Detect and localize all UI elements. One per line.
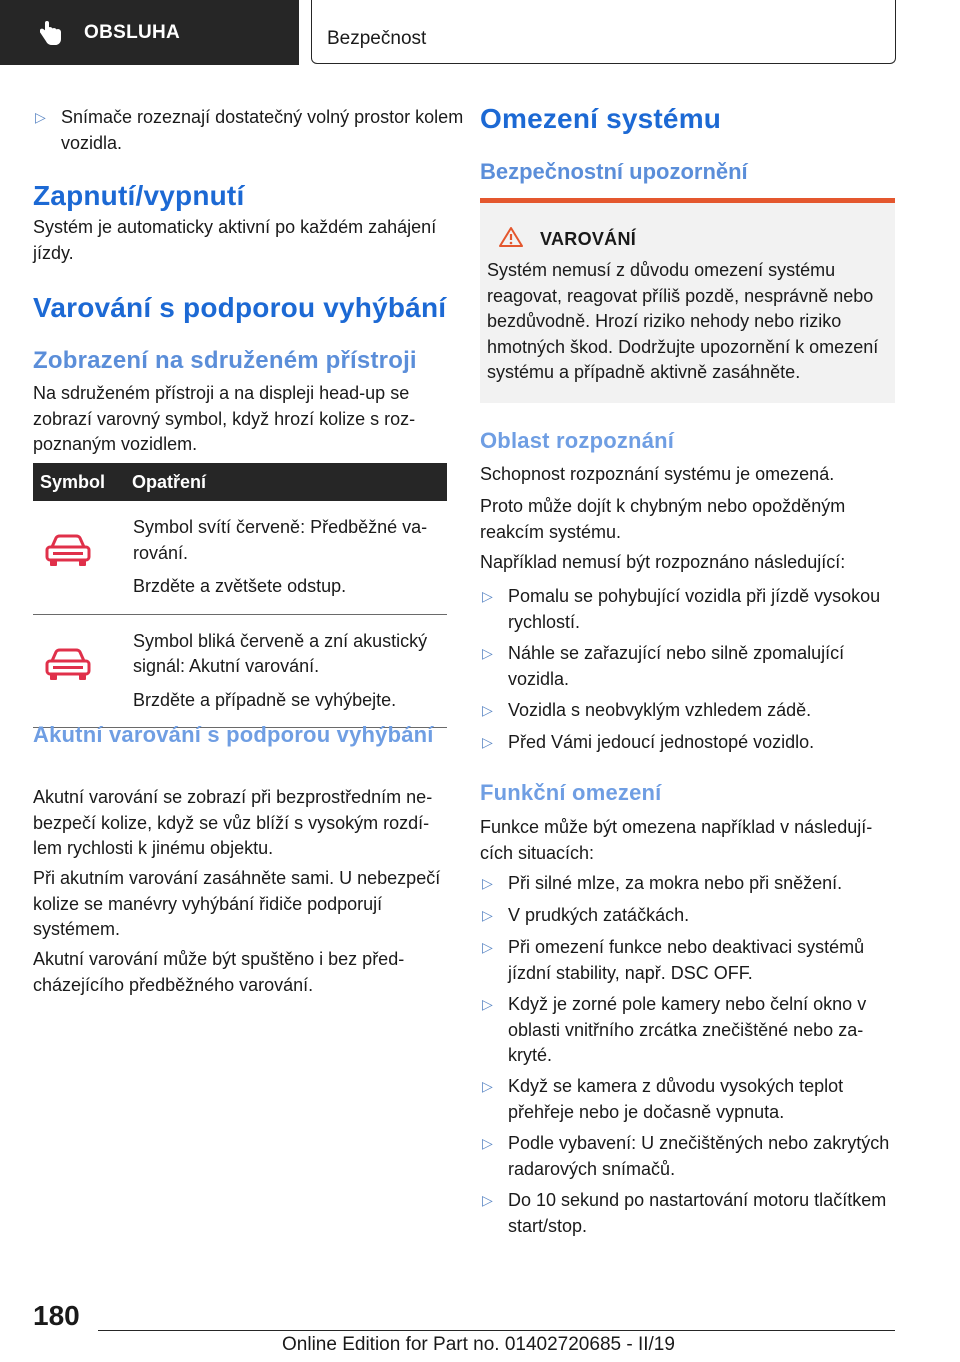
hand-pointer-icon — [40, 20, 64, 46]
list-item: ▷ Podle vybavení: U znečištěných nebo zakrytých radarových snímačů. — [482, 1133, 890, 1179]
list-item: ▷ Snímače rozeznají dostatečný volný prostor kolem vozidla. — [35, 107, 464, 153]
bullet-triangle-icon: ▷ — [482, 645, 493, 661]
paragraph: Proto může dojít k chybným nebo opožděným reakcím systému. — [480, 496, 846, 542]
heading-limits: Omezení systému — [480, 103, 722, 134]
warning-box — [480, 198, 895, 403]
bullet-triangle-icon: ▷ — [482, 939, 493, 955]
table-cell-text: Brzděte a případně se vyhýbejte. — [133, 689, 397, 710]
footer-divider — [98, 1330, 895, 1331]
heading-on-off: Zapnutí/vypnutí — [33, 180, 245, 211]
list-item: ▷ Do 10 sekund po nastartování motoru tlačítkem start/stop. — [482, 1190, 887, 1236]
table-row — [33, 501, 447, 614]
list-item: ▷ Náhle se zařazující nebo silně zpomalující vozidla. — [482, 643, 845, 689]
table-cell-text: Symbol bliká červeně a zní akustický signál: Akutní varování. — [133, 630, 428, 676]
bullet-triangle-icon: ▷ — [482, 1135, 493, 1151]
list-item: ▷ Když se kamera z důvodu vysokých teplot přehřeje nebo je dočasně vypnuta. — [482, 1076, 844, 1122]
symbol-table — [33, 463, 447, 728]
list-item: ▷ Před Vámi jedoucí jednostopé vozidlo. — [480, 730, 898, 756]
bullet-triangle-icon: ▷ — [482, 702, 493, 718]
paragraph: Akutní varování může být spuštěno i bez předcházejícího předběžného varování. — [33, 949, 405, 995]
paragraph: Akutní varování se zobrazí při bezprostředním nebezpečí kolize, když se vůz blíží s vysokým rozdílem rychlosti k jinému objektu. — [33, 787, 433, 858]
warning-title: VAROVÁNÍ — [540, 229, 637, 249]
paragraph: Například nemusí být rozpoznáno následující: — [480, 552, 846, 572]
list-item: ▷ V prudkých zatáčkách. — [480, 903, 898, 929]
heading-warning: Varování s podporou vyhýbání — [33, 292, 447, 323]
table-header-symbol: Symbol — [33, 463, 132, 501]
car-warning-icon — [44, 666, 92, 686]
paragraph: Schopnost rozpoznání systému je omezená. — [480, 464, 835, 484]
chapter-tab — [311, 0, 896, 64]
bullet-triangle-icon: ▷ — [482, 1078, 493, 1094]
warning-text: Systém nemusí z důvodu omezení systému reagovat, reagovat příliš pozdě, nesprávně nebo bezdůvodně. Hrozí riziko nehody nebo riziko hmotných škod. Dodržujte upozornění k omezení systému a případně aktivně zasáhněte. — [487, 260, 879, 382]
heading-display: Zobrazení na sdruženém přístroji — [33, 347, 417, 374]
list-item: ▷ Při omezení funkce nebo deaktivaci systémů jízdní stability, např. DSC OFF. — [482, 937, 865, 983]
list-item: ▷ Vozidla s neobvyklým vzhledem zádě. — [480, 698, 898, 724]
bullet-triangle-icon: ▷ — [482, 588, 493, 604]
warning-triangle-icon — [498, 226, 524, 253]
paragraph: Systém je automaticky aktivní po každém zahájení jízdy. — [33, 217, 437, 263]
table-row — [33, 614, 447, 728]
list-item: ▷ Při silné mlze, za mokra nebo při sněžení. — [480, 871, 898, 897]
bullet-triangle-icon: ▷ — [482, 1192, 493, 1208]
paragraph: Na sdruženém přístroji a na displeji head-up se zobrazí varovný symbol, když hrozí kolize s rozpoznaným vozidlem. — [33, 383, 416, 454]
chapter-label: Bezpečnost — [327, 28, 427, 49]
car-warning-icon — [44, 552, 92, 572]
bullet-triangle-icon: ▷ — [482, 734, 493, 750]
heading-acute: Akutní varování s podporou vyhýbání — [33, 722, 434, 747]
section-label: OBSLUHA — [84, 21, 181, 43]
paragraph: Funkce může být omezena například v následujících situacích: — [480, 817, 873, 863]
table-cell-text: Symbol svítí červeně: Předběžné varování. — [133, 517, 428, 563]
list-item: ▷ Když je zorné pole kamery nebo čelní okno v oblasti vnitřního zrcátka znečištěné nebo zakryté. — [482, 994, 867, 1065]
paragraph: Při akutním varování zasáhněte sami. U nebezpečí kolize se manévry vyhýbání řidiče podporují systémem. — [33, 868, 441, 939]
section-tab — [0, 0, 299, 65]
bullet-triangle-icon: ▷ — [482, 875, 493, 891]
page-number: 180 — [33, 1300, 80, 1331]
heading-safety: Bezpečnostní upozornění — [480, 159, 748, 184]
table-header-action: Opatření — [132, 463, 447, 501]
bullet-triangle-icon: ▷ — [35, 109, 46, 125]
heading-function: Funkční omezení — [480, 780, 662, 805]
list-item: ▷ Pomalu se pohybující vozidla při jízdě vysokou rychlostí. — [482, 586, 881, 632]
heading-range: Oblast rozpoznání — [480, 428, 675, 453]
bullet-triangle-icon: ▷ — [482, 907, 493, 923]
edition-text: Online Edition for Part no. 01402720685 - II/19 — [282, 1334, 675, 1355]
bullet-triangle-icon: ▷ — [482, 996, 493, 1012]
table-cell-text: Brzděte a zvětšete odstup. — [133, 576, 347, 596]
warning-accent-bar — [480, 198, 895, 203]
